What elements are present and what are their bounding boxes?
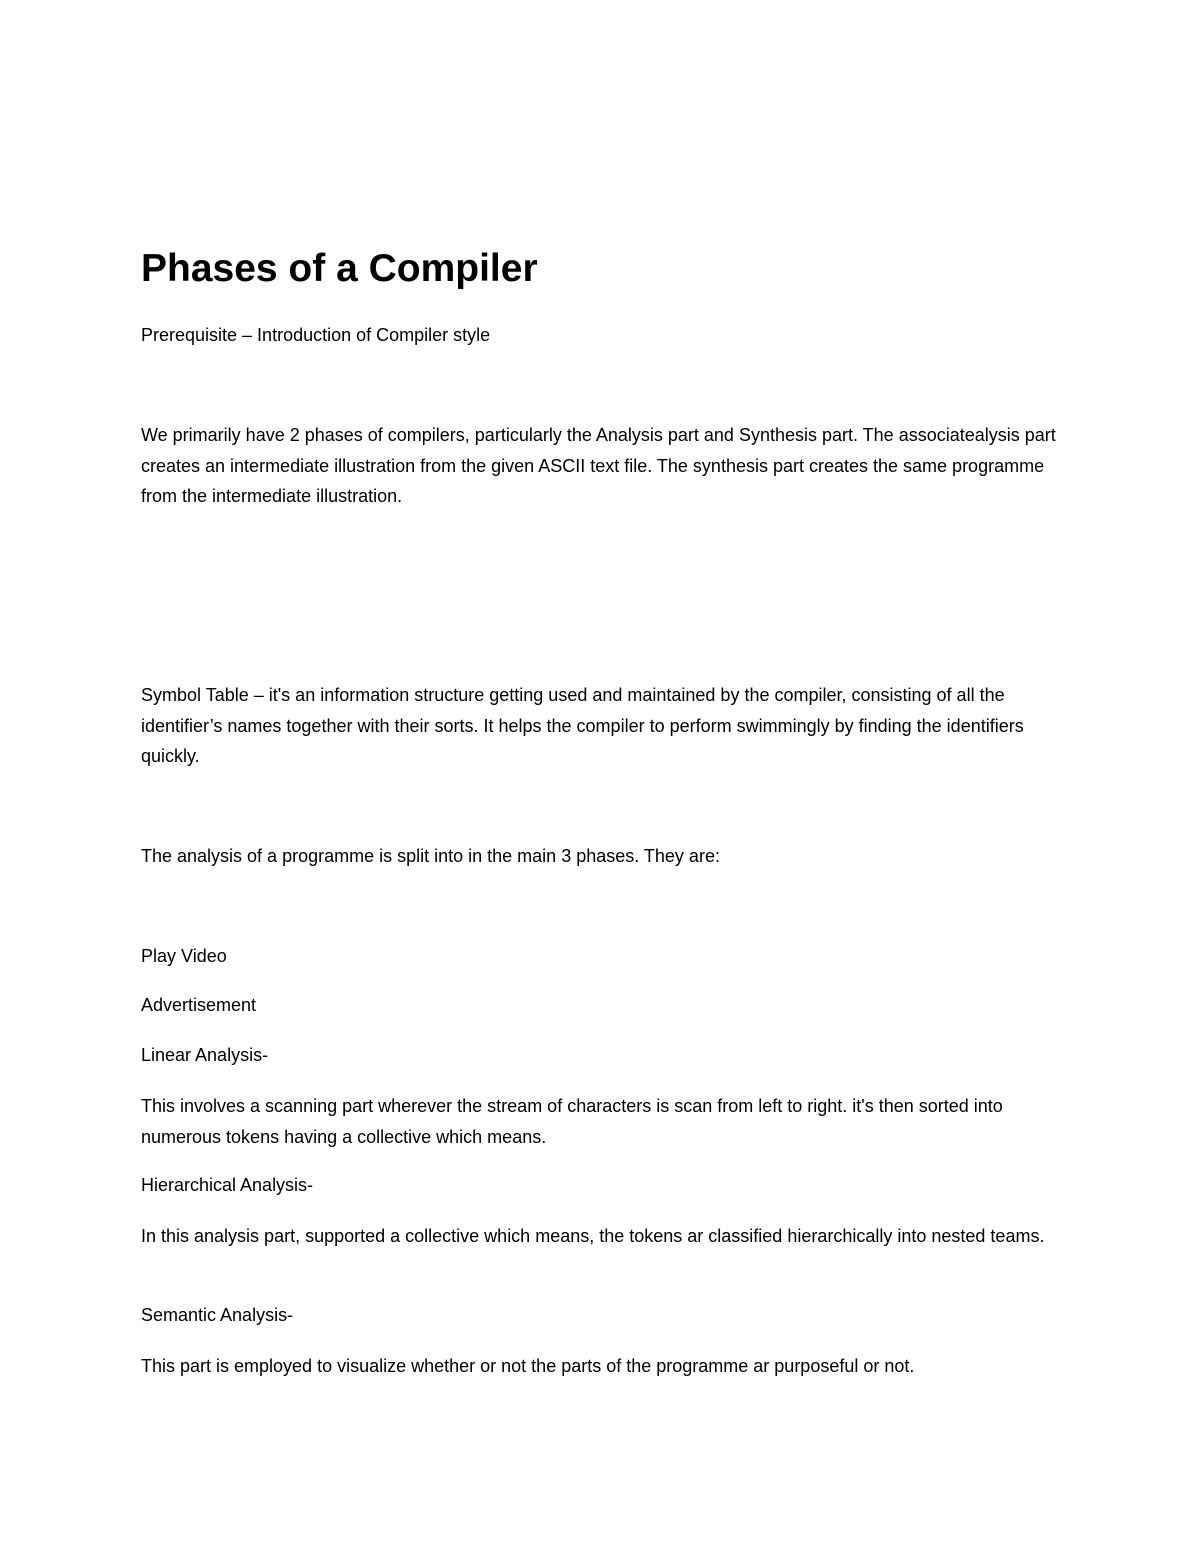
- intro-paragraph: We primarily have 2 phases of compilers, particularly the Analysis part and Synthesis part. The associatealysis part creates an intermediate illustration from the given ASCII text file. The synthesis part creates the same programme from the intermediate illustration.: [141, 425, 1056, 506]
- play-video-label: Play Video: [141, 946, 227, 966]
- symbol-table-paragraph: Symbol Table – it's an information structure getting used and maintained by the compiler, consisting of all the identifier’s names together with their sorts. It helps the compiler to perform swimmingly by finding the identifiers quickly.: [141, 685, 1024, 766]
- hierarchical-analysis-heading: Hierarchical Analysis-: [141, 1175, 314, 1195]
- page-title: Phases of a Compiler: [141, 247, 538, 290]
- linear-analysis-heading: Linear Analysis-: [141, 1045, 269, 1065]
- prerequisite-line: Prerequisite – Introduction of Compiler style: [141, 325, 491, 345]
- advertisement-label: Advertisement: [141, 995, 257, 1015]
- hierarchical-analysis-paragraph: In this analysis part, supported a collective which means, the tokens ar classified hierarchically into nested teams.: [141, 1226, 1045, 1246]
- analysis-intro-line: The analysis of a programme is split into in the main 3 phases. They are:: [141, 846, 720, 866]
- semantic-analysis-heading: Semantic Analysis-: [141, 1305, 294, 1325]
- linear-analysis-paragraph: This involves a scanning part wherever the stream of characters is scan from left to right. it's then sorted into numerous tokens having a collective which means.: [141, 1096, 1003, 1147]
- semantic-analysis-paragraph: This part is employed to visualize whether or not the parts of the programme ar purposeful or not.: [141, 1356, 915, 1376]
